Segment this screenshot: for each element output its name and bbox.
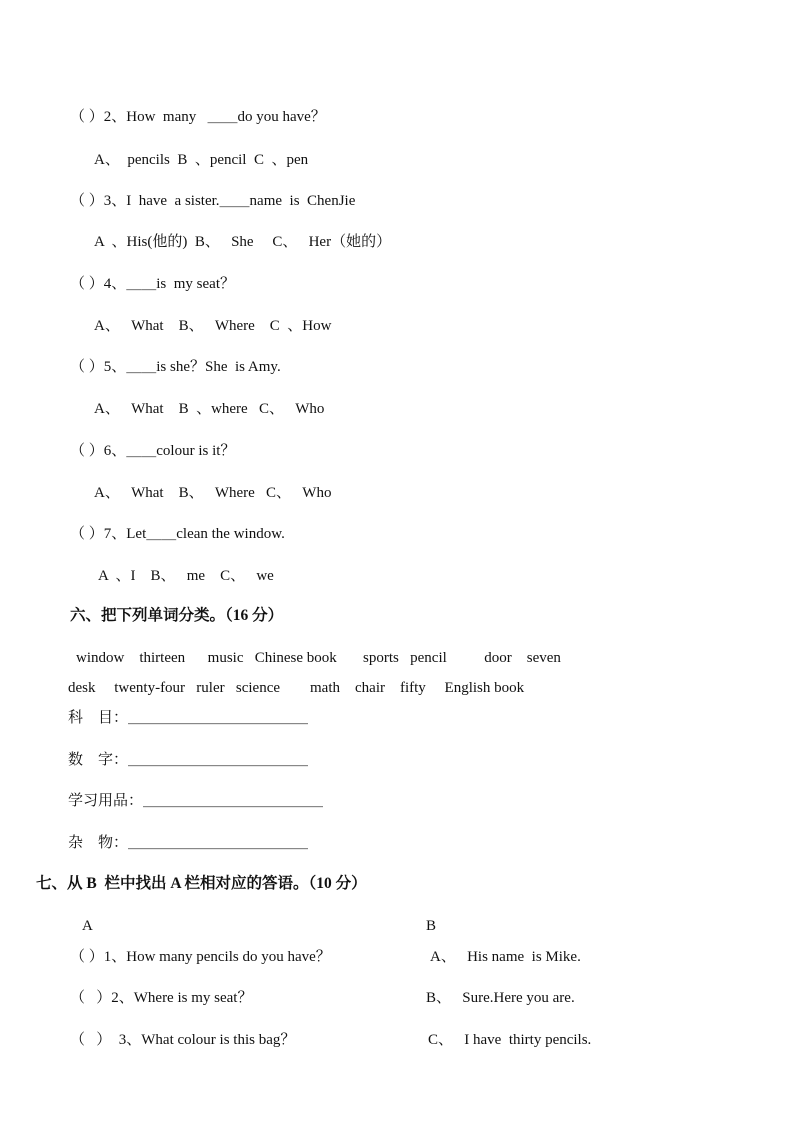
match-answer-c: C、 I have thirty pencils. bbox=[428, 1032, 592, 1048]
q7-options: A 、I B、 me C、 we bbox=[98, 568, 274, 584]
category-stationery: 学习用品：＿＿＿＿＿＿＿＿＿＿＿＿ bbox=[68, 793, 324, 809]
q6-stem: （ ）6、＿＿colour is it？ bbox=[70, 443, 236, 459]
category-misc: 杂 物：＿＿＿＿＿＿＿＿＿＿＿＿ bbox=[68, 835, 309, 851]
match-answer-a: A、 His name is Mike. bbox=[430, 949, 581, 965]
section6-heading: 六、把下列单词分类。（16 分） bbox=[70, 607, 284, 624]
q3-stem: （ ）3、I have a sister.＿＿name is ChenJie bbox=[70, 193, 356, 209]
column-b-header: B bbox=[426, 918, 437, 934]
q4-options: A、 What B、 Where C 、How bbox=[94, 318, 332, 334]
word-list-line-1: window thirteen music Chinese book sports pencil door seven bbox=[76, 650, 561, 666]
match-question-1: （ ）1、How many pencils do you have？ bbox=[70, 949, 331, 965]
category-subjects: 科 目：＿＿＿＿＿＿＿＿＿＿＿＿ bbox=[68, 710, 309, 726]
q2-options: A、 pencils B 、pencil C 、pen bbox=[94, 152, 309, 168]
match-question-2: （ ）2、Where is my seat？ bbox=[70, 990, 253, 1006]
q2-stem: （ ）2、How many ＿＿do you have？ bbox=[70, 109, 326, 125]
match-answer-b: B、 Sure.Here you are. bbox=[426, 990, 575, 1006]
q4-stem: （ ）4、＿＿is my seat？ bbox=[70, 276, 235, 292]
column-a-header: A bbox=[82, 918, 93, 934]
q5-options: A、 What B 、where C、 Who bbox=[94, 401, 325, 417]
match-question-3: （ ） 3、What colour is this bag？ bbox=[70, 1032, 296, 1048]
section7-heading: 七、从 B 栏中找出 A 栏相对应的答语。（10 分） bbox=[36, 875, 367, 892]
q5-stem: （ ）5、＿＿is she？She is Amy. bbox=[70, 359, 281, 375]
q6-options: A、 What B、 Where C、 Who bbox=[94, 485, 332, 501]
category-numbers: 数 字：＿＿＿＿＿＿＿＿＿＿＿＿ bbox=[68, 752, 309, 768]
q3-options: A 、His(他的) B、 She C、 Her（她的） bbox=[94, 234, 392, 250]
q7-stem: （ ）7、Let＿＿clean the window. bbox=[70, 526, 285, 542]
word-list-line-2: desk twenty-four ruler science math chair fifty English book bbox=[68, 680, 525, 696]
